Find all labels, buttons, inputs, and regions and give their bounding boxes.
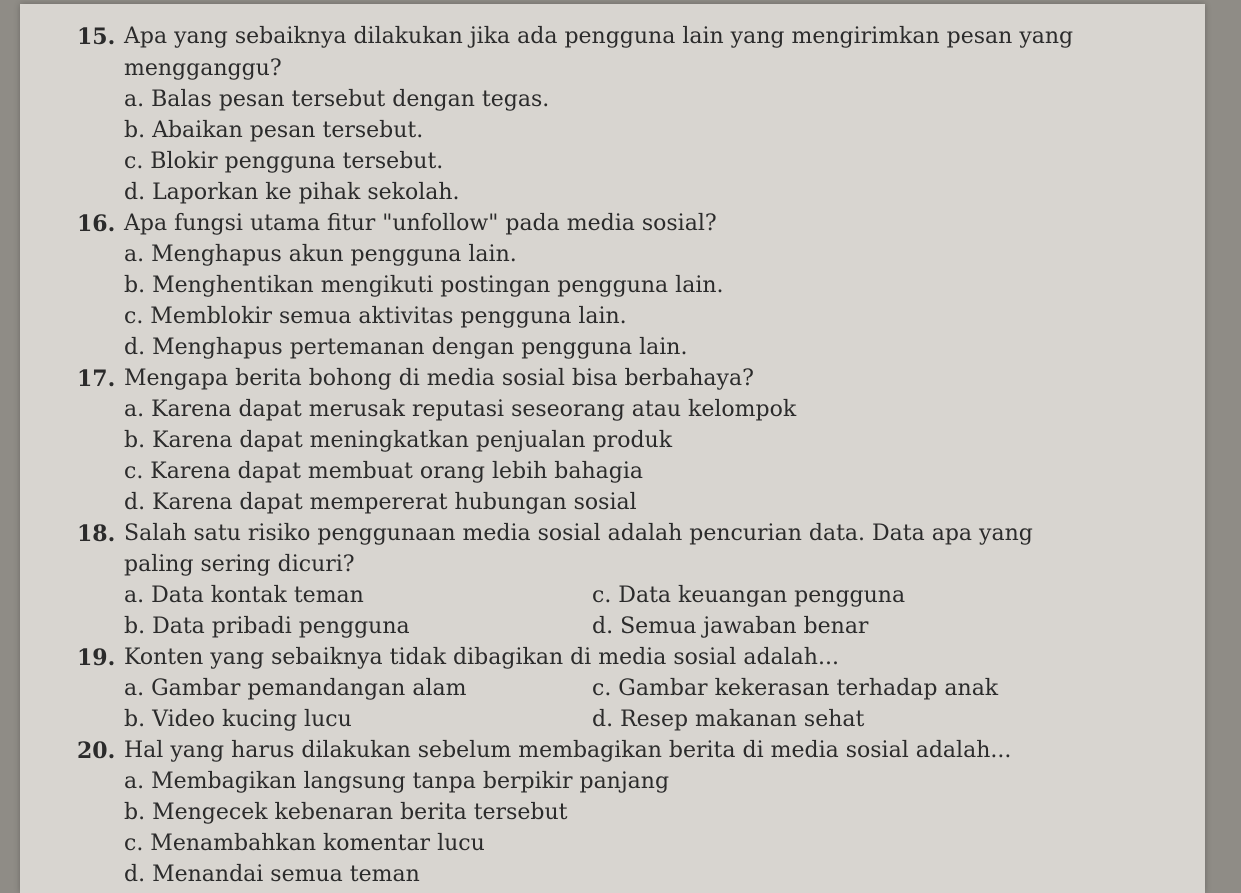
option-19d: d. Resep makanan sehat <box>592 707 865 732</box>
question-number-20: 20. <box>77 738 116 764</box>
option-19b: b. Video kucing lucu <box>124 707 352 732</box>
option-16d: d. Menghapus pertemanan dengan pengguna lain. <box>124 335 688 360</box>
question-text-20: Hal yang harus dilakukan sebelum membagikan berita di media sosial adalah... <box>124 738 1012 763</box>
option-18d: d. Semua jawaban benar <box>592 614 869 639</box>
option-17c: c. Karena dapat membuat orang lebih bahagia <box>124 459 644 484</box>
question-text-17: Mengapa berita bohong di media sosial bisa berbahaya? <box>124 366 754 391</box>
option-20d: d. Menandai semua teman <box>124 862 420 887</box>
option-15a: a. Balas pesan tersebut dengan tegas. <box>124 87 550 112</box>
option-17a: a. Karena dapat merusak reputasi seseorang atau kelompok <box>124 397 797 422</box>
option-15c: c. Blokir pengguna tersebut. <box>124 149 444 174</box>
question-text-16: Apa fungsi utama fitur "unfollow" pada media sosial? <box>124 211 717 236</box>
option-19c: c. Gambar kekerasan terhadap anak <box>592 676 999 701</box>
option-15b: b. Abaikan pesan tersebut. <box>124 118 424 143</box>
question-number-19: 19. <box>77 645 116 671</box>
option-18c: c. Data keuangan pengguna <box>592 583 906 608</box>
question-text-15-line1: Apa yang sebaiknya dilakukan jika ada pengguna lain yang mengirimkan pesan yang <box>124 24 1074 49</box>
option-20b: b. Mengecek kebenaran berita tersebut <box>124 800 568 825</box>
question-text-18-line1: Salah satu risiko penggunaan media sosial adalah pencurian data. Data apa yang <box>124 521 1033 546</box>
question-text-18-line2: paling sering dicuri? <box>124 552 355 577</box>
option-20c: c. Menambahkan komentar lucu <box>124 831 485 856</box>
option-16b: b. Menghentikan mengikuti postingan pengguna lain. <box>124 273 724 298</box>
option-18b: b. Data pribadi pengguna <box>124 614 410 639</box>
question-number-17: 17. <box>77 366 116 392</box>
option-17b: b. Karena dapat meningkatkan penjualan produk <box>124 428 673 453</box>
option-20a: a. Membagikan langsung tanpa berpikir panjang <box>124 769 670 794</box>
worksheet-page <box>20 4 1205 893</box>
option-16c: c. Memblokir semua aktivitas pengguna lain. <box>124 304 627 329</box>
option-18a: a. Data kontak teman <box>124 583 364 608</box>
question-number-16: 16. <box>77 211 116 237</box>
option-17d: d. Karena dapat mempererat hubungan sosial <box>124 490 637 515</box>
option-15d: d. Laporkan ke pihak sekolah. <box>124 180 460 205</box>
option-16a: a. Menghapus akun pengguna lain. <box>124 242 517 267</box>
question-number-15: 15. <box>77 24 116 50</box>
question-text-19: Konten yang sebaiknya tidak dibagikan di media sosial adalah... <box>124 645 839 670</box>
question-text-15-line2: mengganggu? <box>124 56 282 81</box>
option-19a: a. Gambar pemandangan alam <box>124 676 467 701</box>
question-number-18: 18. <box>77 521 116 547</box>
